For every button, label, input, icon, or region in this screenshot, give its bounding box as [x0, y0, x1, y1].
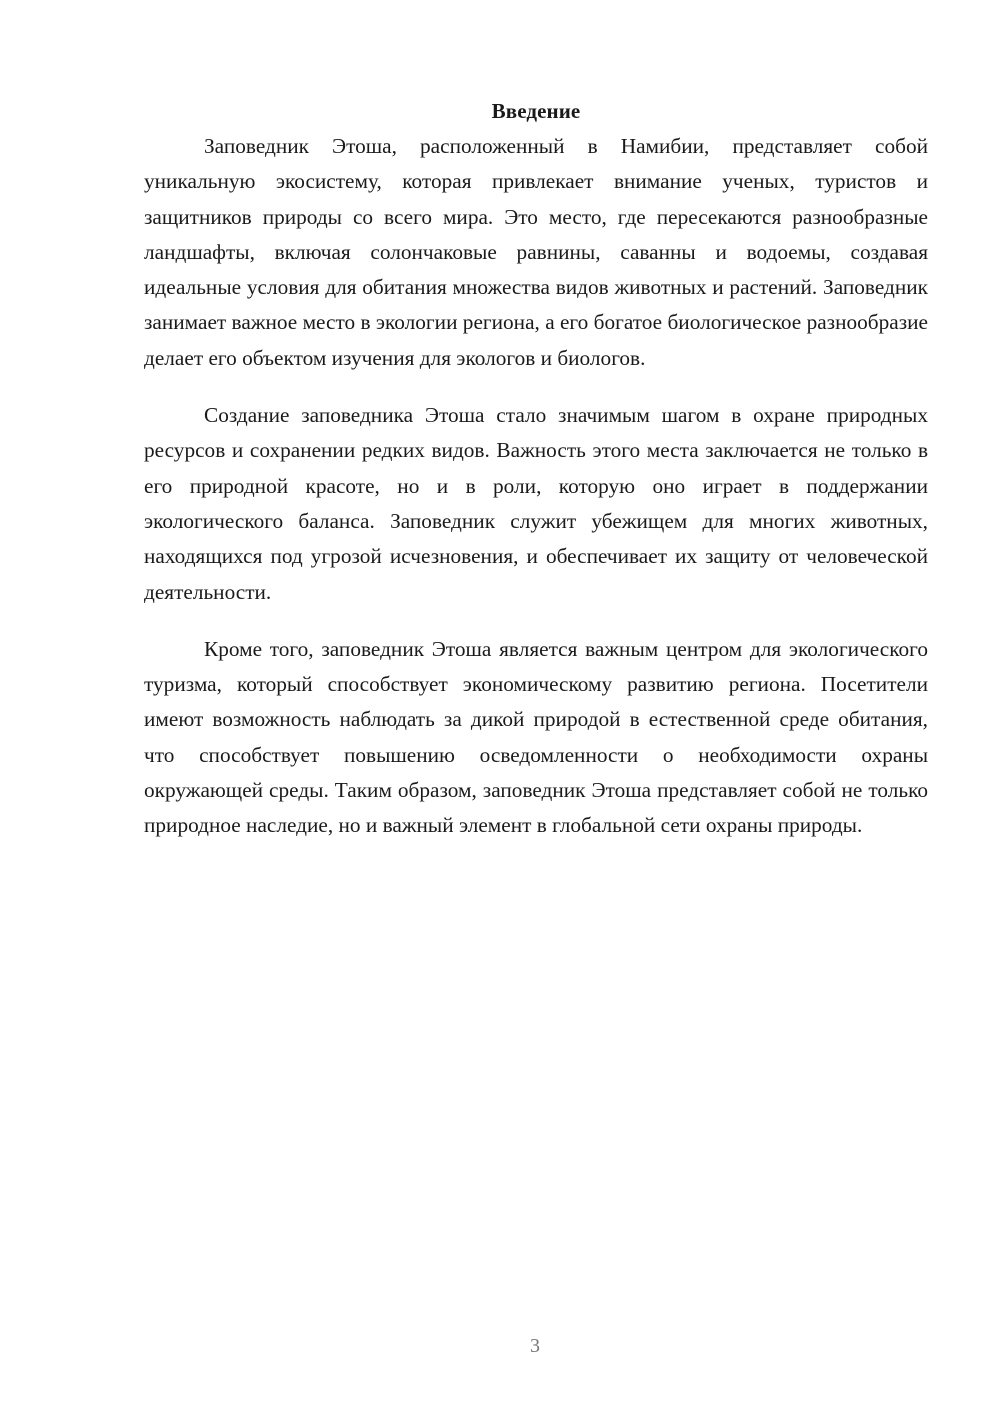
page-content	[144, 94, 928, 866]
paragraph-1: Заповедник Этоша, расположенный в Намибии, представляет собой уникальную экосистему, которая привлекает внимание ученых, туристов и защитников природы со всего мира. Это место, где пересекаются разнообразные ландшафты, включая солончаковые равнины, саванны и водоемы, создавая идеальные условия для обитания множества видов животных и растений. Заповедник занимает важное место в экологии региона, а его богатое биологическое разнообразие делает его объектом изучения для экологов и биологов.	[144, 134, 928, 370]
paragraph-2: Создание заповедника Этоша стало значимым шагом в охране природных ресурсов и сохранении редких видов. Важность этого места заключается не только в его природной красоте, но и в роли, которую оно играет в поддержании экологического баланса. Заповедник служит убежищем для многих животных, находящихся под угрозой исчезновения, и обеспечивает их защиту от человеческой деятельности.	[144, 403, 928, 604]
paragraph-3: Кроме того, заповедник Этоша является важным центром для экологического туризма, который способствует экономическому развитию региона. Посетители имеют возможность наблюдать за дикой природой в естественной среде обитания, что способствует повышению осведомленности о необходимости охраны окружающей среды. Таким образом, заповедник Этоша представляет собой не только природное наследие, но и важный элемент в глобальной сети охраны природы.	[144, 636, 928, 838]
section-heading: Введение	[491, 99, 581, 123]
page-number: 3	[530, 1335, 540, 1357]
